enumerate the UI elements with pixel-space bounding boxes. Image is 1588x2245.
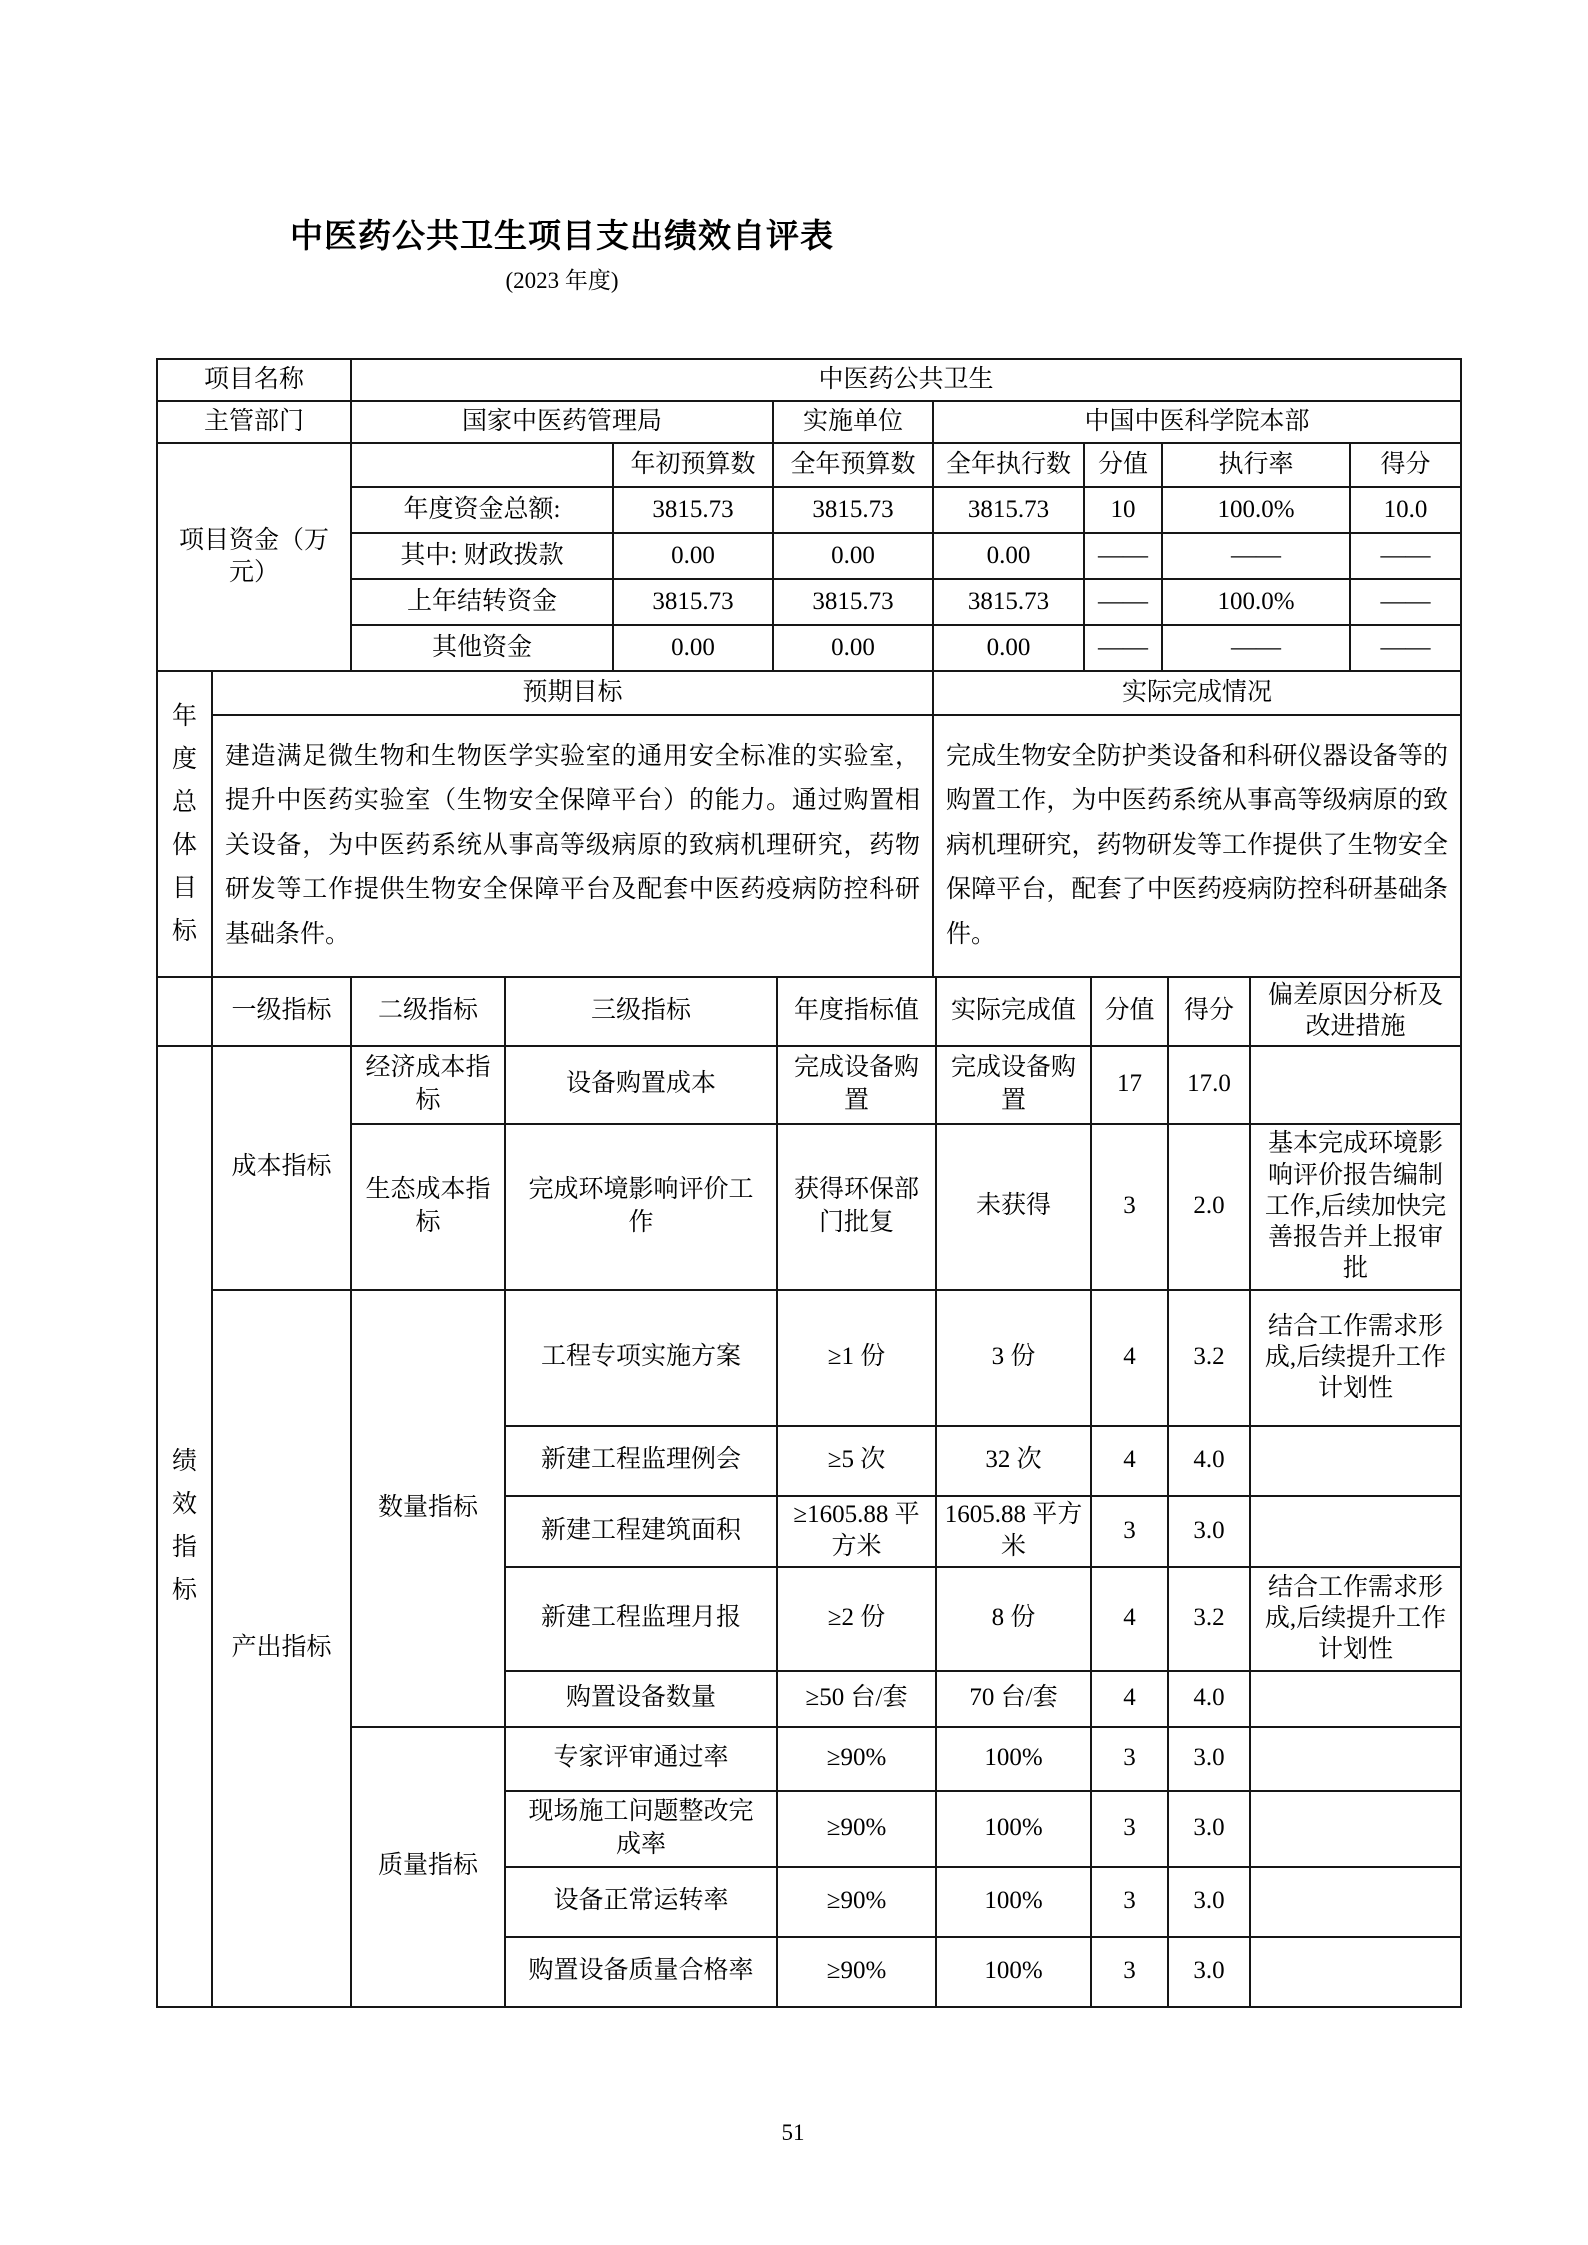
funding-fiscal-initial: 0.00 [613, 533, 773, 579]
header-weight: 分值 [1091, 977, 1168, 1046]
funding-header-row [157, 443, 1461, 487]
funding-fiscal-annual: 0.00 [773, 533, 933, 579]
funding-empty-cell [351, 443, 613, 487]
indicator-weight: 3 [1091, 1124, 1168, 1290]
indicator-weight: 3 [1091, 1937, 1168, 2007]
funding-total-annual: 3815.73 [773, 487, 933, 533]
indicator-actual: 未获得 [936, 1124, 1091, 1290]
page-title: 中医药公共卫生项目支出绩效自评表 [290, 219, 834, 255]
page-subtitle: (2023 年度) [505, 268, 619, 293]
indicator-target: ≥90% [777, 1937, 936, 2007]
indicator-name: 工程专项实施方案 [505, 1290, 777, 1426]
project-funding-table [156, 358, 1462, 978]
funding-other-score: —— [1350, 625, 1461, 671]
indicator-actual: 100% [936, 1867, 1091, 1937]
expected-goal-text: 建造满足微生物和生物医学实验室的通用安全标准的实验室，提升中医药实验室（生物安全保障平台）的能力。通过购置相关设备，为中医药系统从事高等级病原的致病机理研究，药物研发等工作提供生物安全保障平台及配套中医药疫病防控科研基础条件。 [212, 715, 933, 977]
indicator-deviation: 结合工作需求形成,后续提升工作计划性 [1250, 1290, 1461, 1426]
indicator-weight: 4 [1091, 1567, 1168, 1671]
indicator-deviation [1250, 1671, 1461, 1727]
actual-completion-text: 完成生物安全防护类设备和科研仪器设备等的购置工作，为中医药系统从事高等级病原的致病机理研究，药物研发等工作提供了生物安全保障平台，配套了中医药疫病防控科研基础条件。 [933, 715, 1461, 977]
funding-fiscal-score: —— [1350, 533, 1461, 579]
indicator-target: 获得环保部门批复 [777, 1124, 936, 1290]
indicator-target: 完成设备购置 [777, 1046, 936, 1124]
funding-section-label: 项目资金（万元） [157, 443, 351, 671]
funding-row-carryover [157, 579, 1461, 625]
indicator-target: ≥90% [777, 1791, 936, 1867]
header-target-value: 年度指标值 [777, 977, 936, 1046]
indicator-row-economic-cost [157, 1046, 1461, 1124]
goal-content-row [157, 715, 1461, 977]
funding-fiscal-weight: —— [1084, 533, 1162, 579]
funding-other-initial: 0.00 [613, 625, 773, 671]
indicator-score: 3.0 [1168, 1727, 1250, 1791]
indicator-deviation [1250, 1496, 1461, 1567]
indicator-target: ≥1 份 [777, 1290, 936, 1426]
indicator-name: 新建工程建筑面积 [505, 1496, 777, 1567]
project-name-row [157, 359, 1461, 401]
indicator-actual: 70 台/套 [936, 1671, 1091, 1727]
funding-header-rate: 执行率 [1162, 443, 1350, 487]
indicator-actual: 8 份 [936, 1567, 1091, 1671]
indicator-weight: 4 [1091, 1671, 1168, 1727]
indicator-name: 购置设备质量合格率 [505, 1937, 777, 2007]
indicator-name: 现场施工问题整改完成率 [505, 1791, 777, 1867]
indicator-actual: 100% [936, 1937, 1091, 2007]
funding-header-annual-budget: 全年预算数 [773, 443, 933, 487]
header-deviation: 偏差原因分析及改进措施 [1250, 977, 1461, 1046]
indicator-target: ≥2 份 [777, 1567, 936, 1671]
performance-indicators-table [156, 976, 1462, 2008]
indicator-score: 3.2 [1168, 1290, 1250, 1426]
indicator-actual: 100% [936, 1791, 1091, 1867]
funding-header-executed: 全年执行数 [933, 443, 1084, 487]
indicator-row-expert-review [157, 1727, 1461, 1791]
funding-row-total [157, 487, 1461, 533]
funding-total-weight: 10 [1084, 487, 1162, 533]
indicator-name: 新建工程监理例会 [505, 1426, 777, 1496]
implementing-unit-label: 实施单位 [773, 401, 933, 443]
indicator-score: 3.0 [1168, 1496, 1250, 1567]
indicator-deviation [1250, 1426, 1461, 1496]
indicator-deviation: 结合工作需求形成,后续提升工作计划性 [1250, 1567, 1461, 1671]
indicator-actual: 100% [936, 1727, 1091, 1791]
indicator-weight: 3 [1091, 1791, 1168, 1867]
funding-other-annual: 0.00 [773, 625, 933, 671]
indicator-deviation: 基本完成环境影响评价报告编制工作,后续加快完善报告并上报审批 [1250, 1124, 1461, 1290]
header-level2: 二级指标 [351, 977, 505, 1046]
header-level1: 一级指标 [212, 977, 351, 1046]
header-score: 得分 [1168, 977, 1250, 1046]
funding-other-executed: 0.00 [933, 625, 1084, 671]
funding-total-rate: 100.0% [1162, 487, 1350, 533]
funding-carryover-weight: —— [1084, 579, 1162, 625]
indicator-row-implementation-plan [157, 1290, 1461, 1426]
level2-ecological: 生态成本指标 [351, 1124, 505, 1290]
funding-header-score: 得分 [1350, 443, 1461, 487]
project-name-label: 项目名称 [157, 359, 351, 401]
funding-header-weight: 分值 [1084, 443, 1162, 487]
indicator-target: ≥50 台/套 [777, 1671, 936, 1727]
indicator-name: 设备正常运转率 [505, 1867, 777, 1937]
indicator-header-row [157, 977, 1461, 1046]
indicator-deviation [1250, 1046, 1461, 1124]
header-level3: 三级指标 [505, 977, 777, 1046]
project-name-value: 中医药公共卫生 [351, 359, 1461, 401]
funding-total-executed: 3815.73 [933, 487, 1084, 533]
department-row [157, 401, 1461, 443]
funding-total-score: 10.0 [1350, 487, 1461, 533]
level2-quality: 质量指标 [351, 1727, 505, 2007]
funding-other-rate: —— [1162, 625, 1350, 671]
indicator-target: ≥90% [777, 1727, 936, 1791]
department-label: 主管部门 [157, 401, 351, 443]
header-actual-value: 实际完成值 [936, 977, 1091, 1046]
indicator-row-ecological-cost [157, 1124, 1461, 1290]
funding-carryover-executed: 3815.73 [933, 579, 1084, 625]
funding-fiscal-rate: —— [1162, 533, 1350, 579]
level2-economic: 经济成本指标 [351, 1046, 505, 1124]
indicator-score: 3.0 [1168, 1937, 1250, 2007]
indicator-name: 完成环境影响评价工作 [505, 1124, 777, 1290]
indicator-deviation [1250, 1791, 1461, 1867]
annual-goal-side-label: 年度总体目标 [157, 671, 212, 977]
indicator-target: ≥5 次 [777, 1426, 936, 1496]
indicator-deviation [1250, 1867, 1461, 1937]
indicator-actual: 3 份 [936, 1290, 1091, 1426]
indicator-target: ≥90% [777, 1867, 936, 1937]
actual-completion-header: 实际完成情况 [933, 671, 1461, 715]
indicator-weight: 3 [1091, 1727, 1168, 1791]
implementing-unit-value: 中国中医科学院本部 [933, 401, 1461, 443]
indicator-weight: 4 [1091, 1290, 1168, 1426]
indicator-score: 3.2 [1168, 1567, 1250, 1671]
indicator-actual: 32 次 [936, 1426, 1091, 1496]
indicator-weight: 3 [1091, 1496, 1168, 1567]
indicator-actual: 完成设备购置 [936, 1046, 1091, 1124]
funding-carryover-annual: 3815.73 [773, 579, 933, 625]
indicator-weight: 3 [1091, 1867, 1168, 1937]
funding-carryover-rate: 100.0% [1162, 579, 1350, 625]
indicator-score: 3.0 [1168, 1791, 1250, 1867]
funding-carryover-score: —— [1350, 579, 1461, 625]
indicator-target: ≥1605.88 平方米 [777, 1496, 936, 1567]
funding-row-other [157, 625, 1461, 671]
indicator-actual: 1605.88 平方米 [936, 1496, 1091, 1567]
level1-output: 产出指标 [212, 1290, 351, 2007]
self-evaluation-table [156, 358, 1460, 2008]
indicator-name: 新建工程监理月报 [505, 1567, 777, 1671]
indicator-name: 设备购置成本 [505, 1046, 777, 1124]
indicator-score: 17.0 [1168, 1046, 1250, 1124]
indicator-score: 4.0 [1168, 1426, 1250, 1496]
funding-total-initial: 3815.73 [613, 487, 773, 533]
indicator-header-empty-cell [157, 977, 212, 1046]
funding-carryover-initial: 3815.73 [613, 579, 773, 625]
level2-quantity: 数量指标 [351, 1290, 505, 1727]
indicator-weight: 17 [1091, 1046, 1168, 1124]
funding-total-label: 年度资金总额: [351, 487, 613, 533]
funding-header-initial-budget: 年初预算数 [613, 443, 773, 487]
funding-fiscal-executed: 0.00 [933, 533, 1084, 579]
indicator-deviation [1250, 1727, 1461, 1791]
indicator-weight: 4 [1091, 1426, 1168, 1496]
funding-fiscal-label: 其中: 财政拨款 [351, 533, 613, 579]
indicator-deviation [1250, 1937, 1461, 2007]
expected-goal-header: 预期目标 [212, 671, 933, 715]
indicator-score: 4.0 [1168, 1671, 1250, 1727]
funding-other-label: 其他资金 [351, 625, 613, 671]
indicator-score: 3.0 [1168, 1867, 1250, 1937]
indicator-name: 专家评审通过率 [505, 1727, 777, 1791]
indicator-score: 2.0 [1168, 1124, 1250, 1290]
funding-row-fiscal [157, 533, 1461, 579]
indicator-name: 购置设备数量 [505, 1671, 777, 1727]
goal-header-row [157, 671, 1461, 715]
page-number: 51 [781, 2120, 805, 2145]
level1-cost: 成本指标 [212, 1046, 351, 1290]
funding-carryover-label: 上年结转资金 [351, 579, 613, 625]
department-value: 国家中医药管理局 [351, 401, 773, 443]
funding-other-weight: —— [1084, 625, 1162, 671]
performance-side-label: 绩效指标 [157, 1046, 212, 2007]
